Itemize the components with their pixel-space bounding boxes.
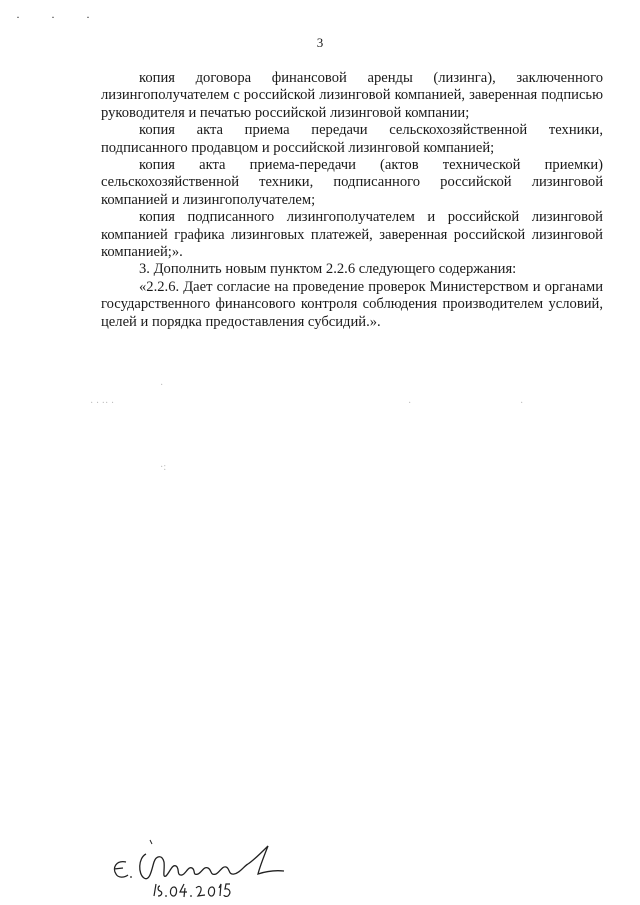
handwritten-signature	[108, 832, 298, 902]
paragraph-lease-contract-copy: копия договора финансовой аренды (лизинга), заключенного лизингополучателем с российской лизинговой компанией, заверенная подписью руководителя и печатью российской лизинговой компании;	[101, 70, 603, 121]
paragraph-payment-schedule: копия подписанного лизингополучателем и российской лизинговой компанией графика лизинговых платежей, заверенная российской лизинговой компанией;».	[101, 209, 603, 261]
scan-speckles: ·	[408, 398, 412, 409]
scan-artifact-dots: · · ·	[16, 10, 104, 24]
scan-speckles: ·	[160, 380, 164, 391]
paragraph-amendment-item-3: 3. Дополнить новым пунктом 2.2.6 следующего содержания:	[139, 261, 517, 278]
scan-speckles: ·:	[160, 462, 167, 473]
scan-speckles: ·	[520, 398, 524, 409]
scan-speckles: · · ·· ·	[90, 398, 115, 409]
paragraph-clause-2-2-6: «2.2.6. Дает согласие на проведение проверок Министерством и органами государственного финансового контроля соблюдения производителем условий, целей и порядка предоставления субсидий.».	[101, 278, 603, 330]
page-number: 3	[316, 35, 324, 50]
paragraph-acceptance-act-seller: копия акта приема передачи сельскохозяйственной техники, подписанного продавцом и российской лизинговой компанией;	[101, 122, 603, 156]
document-body	[101, 70, 603, 331]
paragraph-acceptance-act-lessee: копия акта приема-передачи (актов технической приемки) сельскохозяйственной техники, подписанного российской лизинговой компанией и лизингополучателем;	[101, 157, 603, 208]
